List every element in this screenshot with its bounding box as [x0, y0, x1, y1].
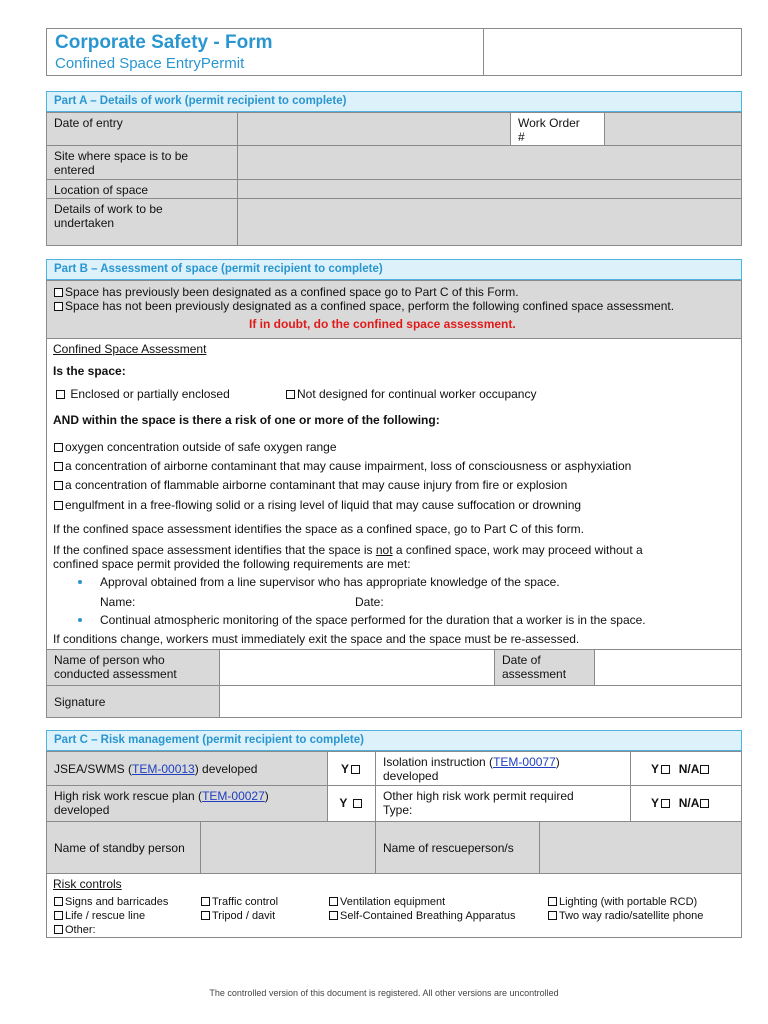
signature-field[interactable] — [219, 685, 742, 718]
checkbox[interactable] — [54, 925, 63, 934]
rescueperson-label: Name of rescueperson/s — [375, 821, 540, 874]
signature-label: Signature — [46, 685, 220, 718]
checkbox[interactable] — [661, 765, 670, 774]
footer-note: The controlled version of this document is registered. All other versions are uncontrolled — [209, 988, 559, 998]
location-label: Location of space — [46, 179, 238, 199]
isolation-label: Isolation instruction (TEM-00077) developed — [375, 751, 631, 786]
site-label: Site where space is to be entered — [46, 145, 238, 180]
control-other[interactable]: Other: — [54, 923, 96, 937]
checkbox[interactable] — [201, 897, 210, 906]
control-lifeline[interactable]: Life / rescue line — [54, 909, 145, 923]
location-field[interactable] — [237, 179, 742, 199]
checkbox[interactable] — [54, 501, 63, 510]
checkbox[interactable] — [700, 765, 709, 774]
form-subtitle: Confined Space EntryPermit — [55, 55, 245, 72]
risk-controls-title: Risk controls — [53, 877, 122, 891]
part-c-header: Part C – Risk management (permit recipient to complete) — [46, 730, 742, 751]
requirement-monitoring: Continual atmospheric monitoring of the space performed for the duration that a worker is in the space. — [100, 613, 646, 627]
date-of-entry-field[interactable] — [237, 112, 511, 146]
assessment-date-field[interactable] — [594, 649, 742, 686]
checkbox[interactable] — [56, 390, 65, 399]
checkbox[interactable] — [54, 302, 63, 311]
approval-name-label: Name: — [100, 595, 136, 609]
assessment-block — [46, 338, 742, 650]
rescue-yes-cell[interactable]: Y — [327, 785, 376, 822]
site-field[interactable] — [237, 145, 742, 180]
if-not-text: If the confined space assessment identifies that the space is not a confined space, work may proceed without a — [53, 543, 643, 557]
and-within-label: AND within the space is there a risk of one or more of the following: — [53, 413, 440, 427]
checkbox[interactable] — [54, 462, 63, 471]
checkbox[interactable] — [329, 911, 338, 920]
control-scba[interactable]: Self-Contained Breathing Apparatus — [329, 909, 516, 923]
enclosed-option[interactable]: Enclosed or partially enclosed — [56, 387, 230, 401]
other-permit-label: Other high risk work permit required Type: — [375, 785, 631, 822]
standby-label: Name of standby person — [46, 821, 201, 874]
bullet-icon — [78, 618, 82, 622]
risk-option[interactable]: engulfment in a free-flowing solid or a rising level of liquid that may cause suffocation or drowning — [54, 498, 581, 512]
work-order-label: Work Order # — [510, 112, 605, 146]
rescueperson-field[interactable] — [539, 821, 742, 874]
standby-field[interactable] — [200, 821, 376, 874]
requirement-approval: Approval obtained from a line supervisor who has appropriate knowledge of the space. — [100, 575, 560, 589]
checkbox[interactable] — [548, 897, 557, 906]
details-label: Details of work to be undertaken — [46, 198, 238, 246]
isolation-link[interactable]: TEM-00077 — [493, 755, 556, 769]
assessment-date-label: Date of assessment — [494, 649, 595, 686]
checkbox[interactable] — [353, 799, 362, 808]
checkbox[interactable] — [700, 799, 709, 808]
rescue-plan-label: High risk work rescue plan (TEM-00027) developed — [46, 785, 328, 822]
control-lighting[interactable]: Lighting (with portable RCD) — [548, 895, 697, 909]
checkbox[interactable] — [548, 911, 557, 920]
checkbox[interactable] — [54, 911, 63, 920]
is-space-label: Is the space: — [53, 364, 126, 378]
details-field[interactable] — [237, 198, 742, 246]
checkbox[interactable] — [54, 443, 63, 452]
not-designed-option[interactable]: Not designed for continual worker occupancy — [286, 387, 536, 401]
control-traffic[interactable]: Traffic control — [201, 895, 278, 909]
risk-option[interactable]: a concentration of airborne contaminant that may cause impairment, loss of consciousness or asphyxiation — [54, 459, 631, 473]
assessor-name-field[interactable] — [219, 649, 495, 686]
checkbox[interactable] — [201, 911, 210, 920]
control-ventilation[interactable]: Ventilation equipment — [329, 895, 445, 909]
form-title: Corporate Safety - Form — [55, 32, 273, 53]
work-order-field[interactable] — [604, 112, 742, 146]
checkbox[interactable] — [54, 288, 63, 297]
assessment-title: Confined Space Assessment — [53, 342, 207, 356]
if-confined-text: If the confined space assessment identifies the space as a confined space, go to Part C of this form. — [53, 522, 584, 536]
control-radio[interactable]: Two way radio/satellite phone — [548, 909, 703, 923]
jsea-label: JSEA/SWMS (TEM-00013) developed — [46, 751, 328, 786]
checkbox[interactable] — [54, 897, 63, 906]
approval-date-label: Date: — [355, 595, 384, 609]
checkbox[interactable] — [661, 799, 670, 808]
jsea-yes-cell[interactable]: Y — [327, 751, 376, 786]
date-of-entry-label: Date of entry — [46, 112, 238, 146]
rescue-plan-link[interactable]: TEM-00027 — [202, 789, 265, 803]
isolation-choice-cell[interactable]: Y N/A — [630, 751, 742, 786]
option-previous[interactable]: Space has previously been designated as a confined space go to Part C of this Form. — [54, 285, 519, 299]
title-divider — [483, 28, 484, 76]
checkbox[interactable] — [329, 897, 338, 906]
jsea-link[interactable]: TEM-00013 — [132, 762, 195, 776]
control-tripod[interactable]: Tripod / davit — [201, 909, 275, 923]
part-b-header: Part B – Assessment of space (permit recipient to complete) — [46, 259, 742, 280]
conditions-text: If conditions change, workers must immediately exit the space and the space must be re-assessed. — [53, 632, 580, 646]
if-not-text-line2: confined space permit provided the following requirements are met: — [53, 557, 411, 571]
bullet-icon — [78, 580, 82, 584]
option-not-previous[interactable]: Space has not been previously designated as a confined space, perform the following confined space assessment. — [54, 299, 674, 313]
assessor-name-label: Name of person who conducted assessment — [46, 649, 220, 686]
control-signs[interactable]: Signs and barricades — [54, 895, 168, 909]
other-permit-choice-cell[interactable]: Y N/A — [630, 785, 742, 822]
checkbox[interactable] — [286, 390, 295, 399]
risk-option[interactable]: a concentration of flammable airborne contaminant that may cause injury from fire or explosion — [54, 478, 567, 492]
checkbox[interactable] — [54, 481, 63, 490]
checkbox[interactable] — [351, 765, 360, 774]
part-a-header: Part A – Details of work (permit recipient to complete) — [46, 91, 742, 112]
doubt-note: If in doubt, do the confined space assessment. — [249, 317, 516, 331]
risk-option[interactable]: oxygen concentration outside of safe oxygen range — [54, 440, 337, 454]
